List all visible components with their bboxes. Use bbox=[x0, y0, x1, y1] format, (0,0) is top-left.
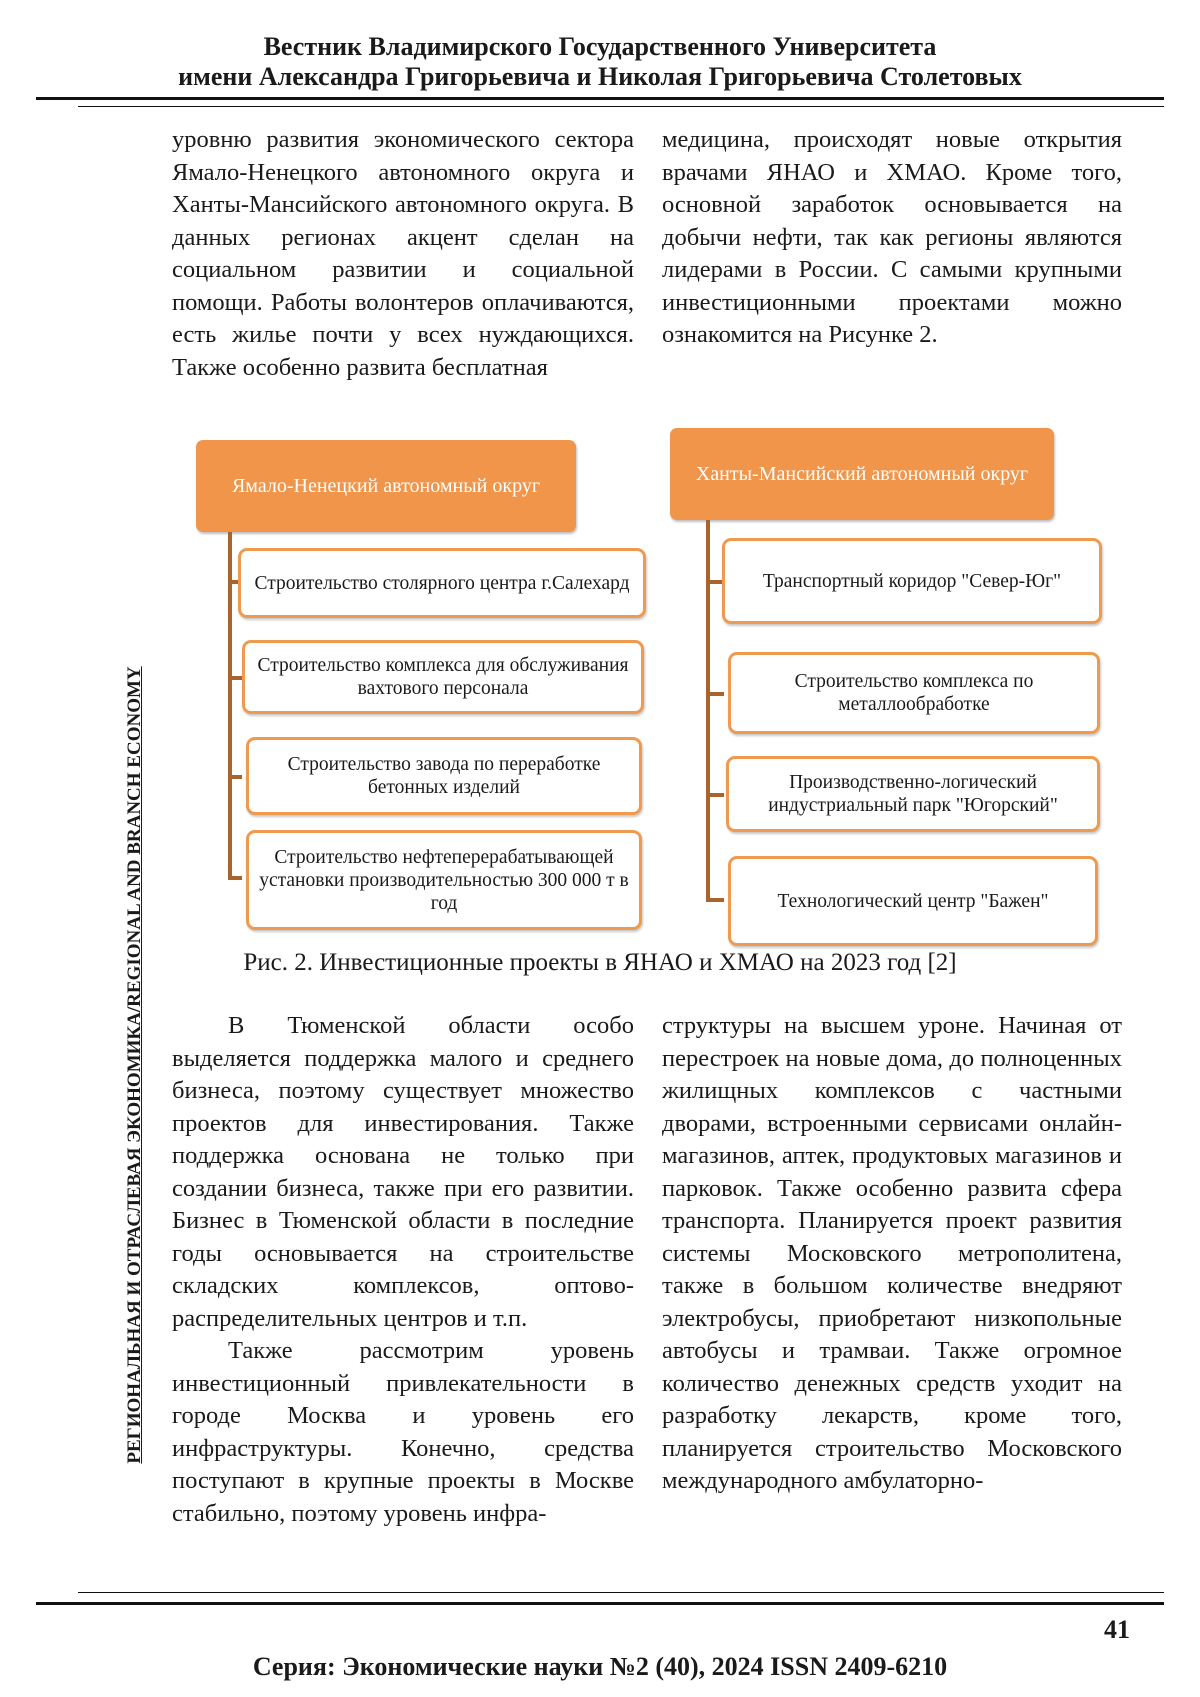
text-column-left-top bbox=[172, 124, 634, 384]
diagram-item-yanao-4: Строительство нефтеперерабатывающей установки производительностью 300 000 т в год bbox=[246, 830, 642, 930]
diagram-connector-branch bbox=[228, 775, 242, 779]
text-column-left-bottom bbox=[172, 1010, 634, 1530]
diagram-connector-branch bbox=[706, 793, 724, 797]
header-rule-thin bbox=[78, 106, 1164, 107]
journal-title bbox=[0, 32, 1200, 92]
diagram-item-hmao-2: Строительство комплекса по металлообработке bbox=[728, 652, 1100, 734]
diagram-item-yanao-3: Строительство завода по переработке бетонных изделий bbox=[246, 737, 642, 815]
page-number: 41 bbox=[1104, 1615, 1130, 1644]
diagram-item-hmao-4: Технологический центр "Бажен" bbox=[728, 856, 1098, 946]
diagram-connector-branch bbox=[228, 876, 242, 880]
diagram-connector-branch bbox=[706, 692, 724, 696]
footer-rule-thick bbox=[36, 1602, 1164, 1605]
paragraph: В Тюменской области особо выделяется поддержка малого и среднего бизнеса, поэтому существует множество проектов для инвестирования. Также поддержка основана не только при создании бизнеса, также при его развитии. Бизнес в Тюменской области в последние годы основывается на строительстве складских комплексов, оптово-распределительных центров и т.п. bbox=[172, 1012, 634, 1332]
journal-title-line2: имени Александра Григорьевича и Николая Григорьевича Столетовых bbox=[178, 62, 1022, 91]
paragraph: уровню развития экономического сектора Ямало-Ненецкого автономного округа и Ханты-Мансийского автономного округа. В данных регионах акцент сделан на социальном развитии и социальной помощи. Работы волонтеров оплачиваются, есть жилье почти у всех нуждающихся. Также особенно развита бесплатная bbox=[172, 126, 634, 381]
diagram-connector-trunk bbox=[228, 532, 232, 880]
section-side-label: РЕГИОНАЛЬНАЯ И ОТРАСЛЕВАЯ ЭКОНОМИКА/REGIONAL AND BRANCH ECONOMY bbox=[124, 666, 145, 1464]
paragraph: медицина, происходят новые открытия врачами ЯНАО и ХМАО. Кроме того, основной заработок основывается на добычи нефти, так как регионы являются лидерами в России. С самыми крупными инвестиционными проектами можно ознакомится на Рисунке 2. bbox=[662, 126, 1122, 348]
diagram-header-yanao: Ямало-Ненецкий автономный округ bbox=[196, 440, 576, 532]
diagram-item-hmao-3: Производственно-логический индустриальный парк "Югорский" bbox=[726, 756, 1100, 832]
diagram-header-hmao: Ханты-Мансийский автономный округ bbox=[670, 428, 1054, 520]
footer-rule-thin bbox=[78, 1592, 1164, 1593]
diagram-item-yanao-1: Строительство столярного центра г.Салехард bbox=[238, 548, 646, 618]
diagram-connector-trunk bbox=[706, 520, 710, 902]
figure-caption: Рис. 2. Инвестиционные проекты в ЯНАО и ХМАО на 2023 год [2] bbox=[243, 949, 957, 976]
text-column-right-top bbox=[662, 124, 1122, 352]
diagram-connector-branch bbox=[228, 676, 242, 680]
header-rule-thick bbox=[36, 97, 1164, 100]
series-footer: Серия: Экономические науки №2 (40), 2024 ISSN 2409-6210 bbox=[252, 1652, 948, 1681]
diagram-connector-branch bbox=[706, 898, 724, 902]
diagram-item-yanao-2: Строительство комплекса для обслуживания вахтового персонала bbox=[242, 640, 644, 714]
text-column-right-bottom bbox=[662, 1010, 1122, 1498]
paragraph: структуры на высшем уроне. Начиная от перестроек на новые дома, до полноценных жилищных комплексов с частными дворами, встроенными сервисами онлайн-магазинов, аптек, продуктовых магазинов и парковок. Также особенно развита сфера транспорта. Планируется проект развития системы Московского метрополитена, также в большом количестве внедряют электробусы, приобретают низкопольные автобусы и трамваи. Также огромное количество денежных средств уходит на разработку лекарств, кроме того, планируется строительство Московского международного амбулаторно- bbox=[662, 1012, 1122, 1494]
paragraph: Также рассмотрим уровень инвестиционный привлекательности в городе Москва и уровень его инфраструктуры. Конечно, средства поступают в крупные проекты в Москве стабильно, поэтому уровень инфра- bbox=[172, 1337, 634, 1527]
journal-title-line1: Вестник Владимирского Государственного Университета bbox=[263, 32, 937, 61]
diagram-item-hmao-1: Транспортный коридор "Север-Юг" bbox=[722, 538, 1102, 624]
